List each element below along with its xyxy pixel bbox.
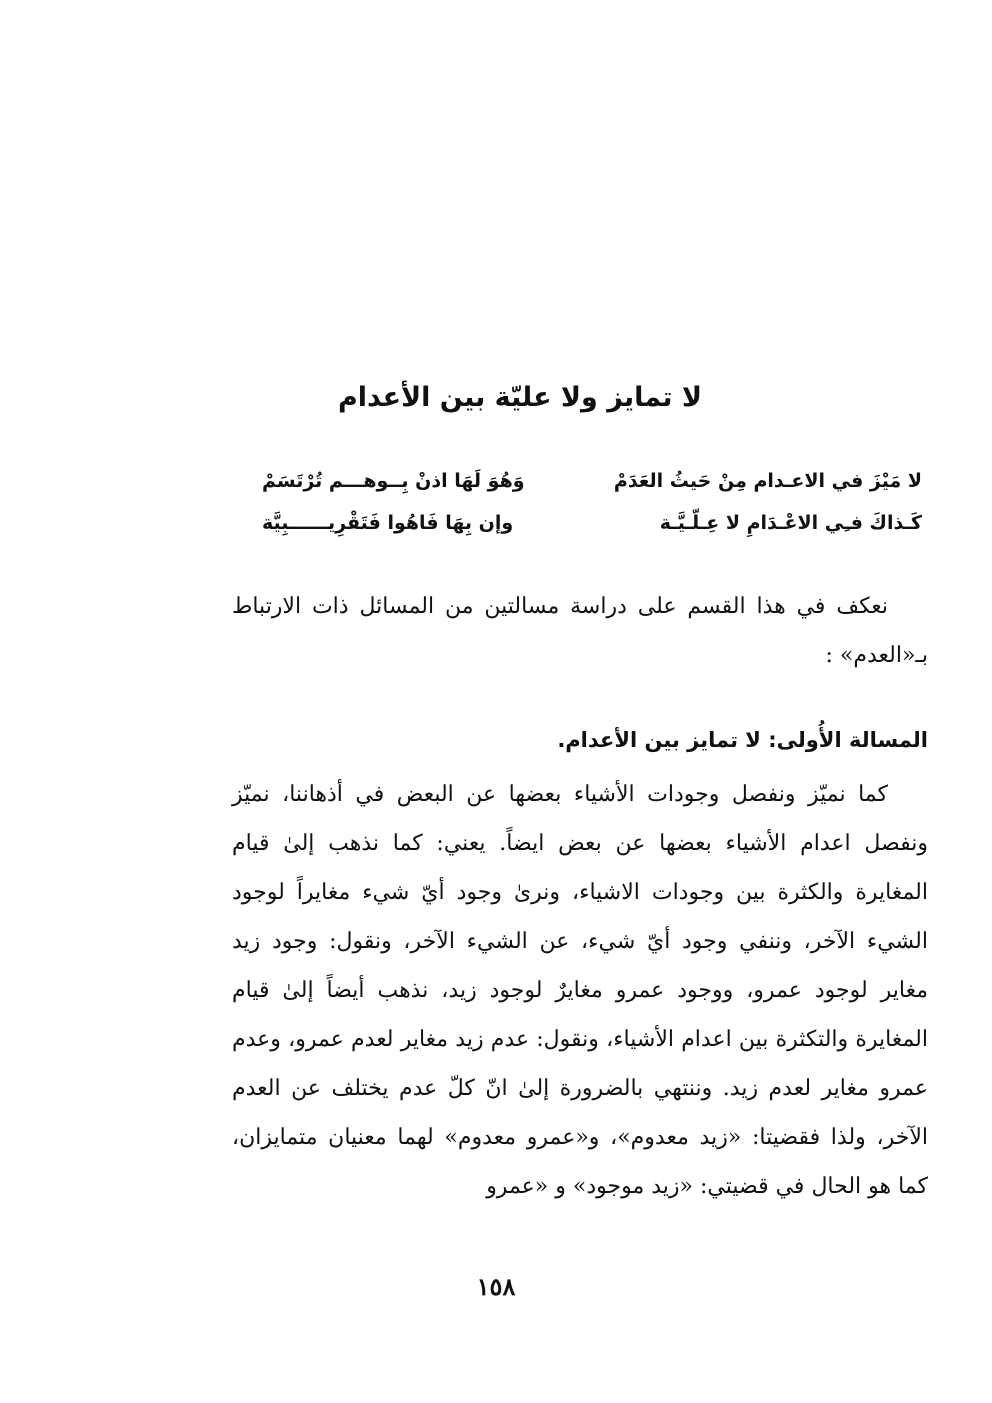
verse-first-hemistich: لا مَيْزَ في الاعـدام مِنْ حَيثُ العَدَمْ (613, 470, 922, 492)
body-paragraph: كما نميّز ونفصل وجودات الأشياء بعضها عن البعض في أذهاننا، نميّز ونفصل اعدام الأشياء بعضها عن بعض ايضاً. يعني: كما نذهب إلىٰ قيام المغايرة والكثرة بين وجودات الاشياء، ونرىٰ وجود أيّ شيء مغايراً لوجود الشيء الآخر، وننفي وجود أيّ شيء، عن الشيء الآخر، ونقول: وجود زيد مغاير لوجود عمرو، ووجود عمرو مغايرٌ لوجود زيد، نذهب أيضاً إلىٰ قيام المغايرة والتكثرة بين اعدام الأشياء، ونقول: عدم زيد مغاير لعدم عمرو، وعدم عمرو مغاير لعدم زيد. وننتهي بالضرورة إلىٰ انّ كلّ عدم يختلف عن العدم الآخر، ولذا فقضيتا: «زيد معدوم»، و«عمرو معدوم» لهما معنيان متمايزان، كما هو الحال في قضيتي: «زيد موجود» و «عمرو (232, 782, 928, 1199)
section-heading: المسالة الأُولى: لا تمايز بين الأعدام. (557, 728, 928, 752)
verse-second-hemistich: وإن بِهَا فَاهُوا فَتَقْرِيــــــبِيَّة (262, 512, 514, 534)
verse-line (262, 512, 922, 548)
verse-second-hemistich: وَهُوَ لَهَا اذنْ بِــوهـــم تُرْتَسَمْ (262, 470, 525, 492)
chapter-title: لا تمايز ولا عليّة بين الأعدام (337, 382, 703, 413)
verse-line (262, 470, 922, 506)
intro-paragraph: نعكف في هذا القسم على دراسة مسالتين من المسائل ذات الارتباط بـ«العدم» : (232, 594, 928, 668)
verse-first-hemistich: كَـذاكَ فـِي الاعْـدَامِ لا عِـلّـيَّـة (659, 512, 922, 534)
page-number: ١٥٨ (476, 1272, 516, 1301)
